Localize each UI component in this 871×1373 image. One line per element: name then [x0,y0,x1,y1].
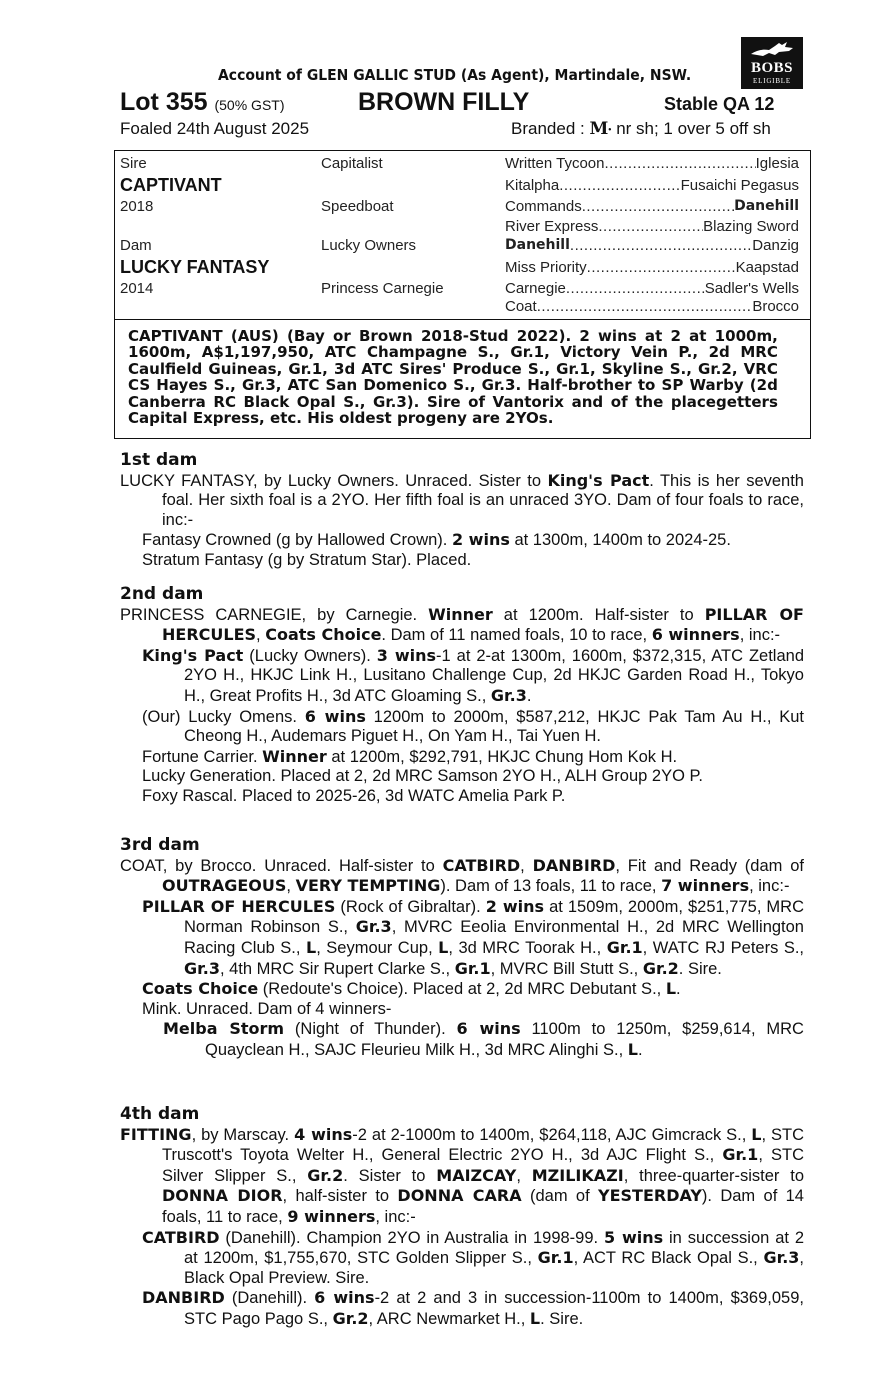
granddam: Princess Carnegie [321,280,444,297]
progeny-entry: Mink. Unraced. Dam of 4 winners- [142,999,392,1018]
sire-label: Sire [120,155,147,172]
bobs-eligible-logo [741,37,803,89]
progeny-entry: DANBIRD (Danehill). 6 wins-2 at 2 and 3 in succession-1100m to 1400m, $369,059, STC Pago Pago S., Gr.2, ARC Newmarket H., L. Sire. [142,1288,804,1328]
dam-label: Dam [120,237,152,254]
first-dam-heading: 1st dam [120,450,198,470]
gen3-row: Kitalpha ..... Fusaichi Pegasus [505,177,799,194]
progeny-entry: Coats Choice (Redoute's Choice). Placed at 2, 2d MRC Debutant S., L. [142,979,681,999]
foaled-date: Foaled 24th August 2025 [120,119,310,138]
gen3-row: Written Tycoon ..... Iglesia [505,155,799,172]
progeny-entry: Lucky Generation. Placed at 2, 2d MRC Samson 2YO H., ALH Group 2YO P. [142,767,703,786]
logo-line2: ELIGIBLE [753,77,791,85]
gen3-row: Miss Priority ..... Kaapstad [505,259,799,276]
progeny-entry: PILLAR OF HERCULES (Rock of Gibraltar). 2 wins at 1509m, 2000m, $251,775, MRC Norman Robinson S., Gr.3, MVRC Eeolia Environmental H., 2d MRC Wellington Racing Club S., L, Seymour Cup, L, 3d MRC Toorak H., Gr.1, WATC RJ Peters S., Gr.3, 4th MRC Sir Rupert Clarke S., Gr.1, MVRC Bill Stutt S., Gr.2. Sire. [142,896,805,978]
progeny-entry: Foxy Rascal. Placed to 2025-26, 3d WATC Amelia Park P. [142,786,566,805]
progeny-entry: Fortune Carrier. Winner at 1200m, $292,791, HKJC Chung Hom Kok H. [142,746,678,766]
second-dam-heading: 2nd dam [120,584,204,604]
brand-info: Branded : M• nr sh; 1 over 5 off sh [511,119,771,139]
progeny-entry: Stratum Fantasy (g by Stratum Star). Placed. [142,550,472,569]
grandsire: Capitalist [321,155,383,172]
gen3-row: Coat ..... Brocco [505,298,799,315]
brand-mark: M [589,119,609,139]
horse-description: BROWN FILLY [358,88,530,116]
progeny-entry: (Our) Lucky Omens. 6 wins 1200m to 2000m, $587,212, HKJC Pak Tam Au H., Kut Cheong H., Audemars Piguet H., On Yam H., Tai Yuen H. [142,706,805,746]
vendor-account: Account of GLEN GALLIC STUD (As Agent), Martindale, NSW. [218,66,692,84]
damsire: Lucky Owners [321,237,417,254]
first-dam-section [120,451,804,571]
sire-summary-box [114,320,811,439]
third-dam-section [120,836,804,1061]
gen3-row: Commands ..... Danehill [505,198,799,215]
brand-detail: nr sh; 1 over 5 off sh [616,119,771,138]
grand-progeny-entry: Melba Storm (Night of Thunder). 6 wins 1100m to 1250m, $259,614, MRC Quayclean H., SAJC Fleurieu Milk H., 3d MRC Alinghi S., L. [163,1019,804,1059]
progeny-entry: CATBIRD (Danehill). Champion 2YO in Australia in 1998-99. 5 wins in succession at 2 at 1200m, $1,755,670, STC Golden Slipper S., Gr.1, ACT RC Black Opal S., Gr.3, Black Opal Preview. Sire. [142,1227,805,1287]
third-dam-intro: COAT, by Brocco. Unraced. Half-sister to CATBIRD, DANBIRD, Fit and Ready (dam of OUTRAGEOUS, VERY TEMPTING). Dam of 13 foals, 11 to race, 7 winners, inc:- [120,855,804,896]
gst-note: (50% GST) [214,97,285,113]
sire-name: CAPTIVANT [120,175,222,195]
gen3-row: River Express ..... Blazing Sword [505,218,799,235]
grandam-sire-side: Speedboat [321,198,394,215]
pedigree-table [114,150,811,320]
fourth-dam-section [120,1105,804,1330]
logo-line1: BOBS [750,60,794,76]
progeny-entry: King's Pact (Lucky Owners). 3 wins-1 at 2-at 1300m, 1600m, $372,315, ATC Zetland 2YO H., HKJC Link H., Lusitano Challenge Cup, 2d HKJC Garden Road H., Tokyo H., Great Profits H., 3d ATC Gloaming S., Gr.3. [142,645,804,705]
sire-year: 2018 [120,198,154,215]
lot-label: Lot 355 [120,88,208,116]
gen3-row: Carnegie ..... Sadler's Wells [505,280,799,297]
gen3-row: Danehill ..... Danzig [505,237,799,254]
second-dam-intro: PRINCESS CARNEGIE, by Carnegie. Winner at 1200m. Half-sister to PILLAR OF HERCULES, Coats Choice. Dam of 11 named foals, 10 to race, 6 winners, inc:- [120,604,804,645]
branded-label: Branded : [511,119,585,138]
dam-name: LUCKY FANTASY [120,257,270,277]
horse-icon [749,40,795,60]
sire-summary: CAPTIVANT (AUS) (Bay or Brown 2018-Stud 2022). 2 wins at 2 at 1000m, 1600m, A$1,197,950, ATC Champagne S., Gr.1, Victory Vein P., 2d MRC Caulfield Guineas, Gr.1, 3d ATC Sires' Produce S., Gr.1, Skyline S., Gr.2, VRC CS Hayes S., Gr.3, ATC San Domenico S., Gr.3. Half-brother to SP Warby (2d Canberra RC Black Opal S., Gr.3). Sire of Vantorix and of the placegetters Capital Express, etc. His oldest progeny are 2YOs. [128,327,778,428]
progeny-entry: Fantasy Crowned (g by Hallowed Crown). 2 wins at 1300m, 1400m to 2024-25. [142,530,731,550]
dam-year: 2014 [120,280,154,297]
fourth-dam-heading: 4th dam [120,1104,200,1124]
lot-number [120,88,285,117]
second-dam-section [120,585,804,807]
stable-number: Stable QA 12 [664,94,775,114]
third-dam-heading: 3rd dam [120,835,200,855]
first-dam-intro: LUCKY FANTASY, by Lucky Owners. Unraced. Sister to King's Pact. This is her seventh foal. Her sixth foal is a 2YO. Her fifth foal is an unraced 3YO. Dam of four foals to race, inc:- [120,470,804,529]
fourth-dam-intro: FITTING, by Marscay. 4 wins-2 at 2-1000m to 1400m, $264,118, AJC Gimcrack S., L, STC Truscott's Toyota Welter H., General Electric 2YO H., 3d AJC Flight S., Gr.1, STC Silver Slipper S., Gr.2. Sister to MAIZCAY, MZILIKAZI, three-quarter-sister to DONNA DIOR, half-sister to DONNA CARA (dam of YESTERDAY). Dam of 14 foals, 11 to race, 9 winners, inc:- [120,1124,805,1226]
